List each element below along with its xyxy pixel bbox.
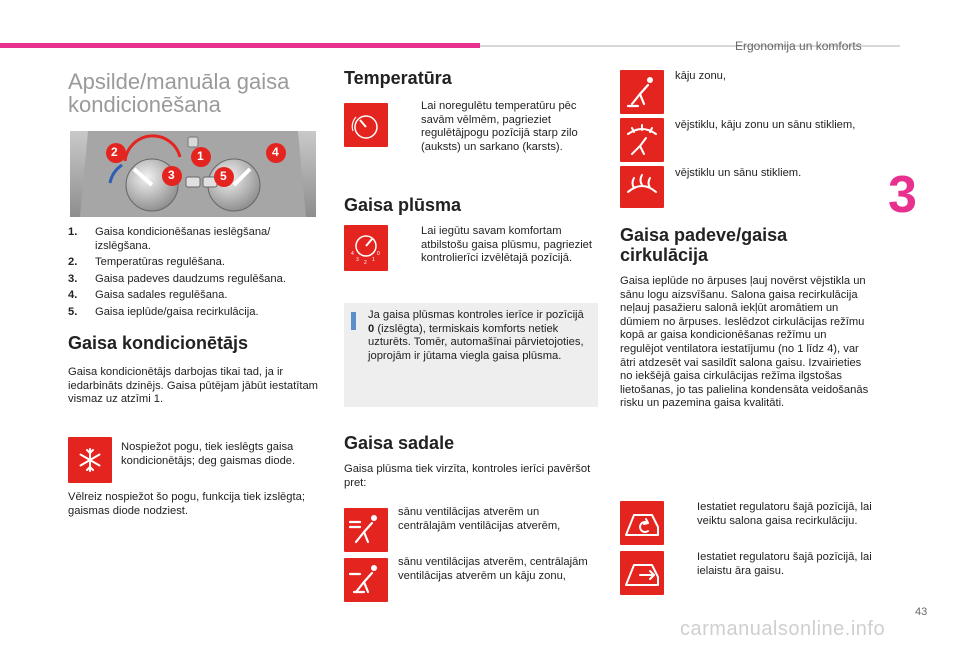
control-panel-illustration: [70, 131, 316, 217]
dial-label: 4: [351, 251, 354, 257]
dial-label: 1: [372, 257, 375, 263]
info-note: [344, 303, 598, 407]
dial-label: 3: [356, 257, 359, 263]
distribution-intro: Gaisa plūsma tiek virzīta, kontroles ierīci pavēršot pret:: [344, 463, 591, 489]
distribution-heading: Gaisa sadale: [344, 433, 455, 453]
badge-2: 2: [111, 145, 118, 159]
badge-1: 1: [197, 149, 204, 163]
recirculation-icon: [620, 501, 664, 545]
list-item: 4. Gaisa sadales regulēšana.: [68, 289, 228, 302]
snowflake-icon: [68, 437, 112, 483]
distribution-item-3: kāju zonu,: [675, 70, 726, 82]
recirculation-heading: Gaisa padeve/gaisa cirkulācija: [620, 225, 788, 265]
airflow-heading: Gaisa plūsma: [344, 195, 462, 215]
distribution-item-1: sānu ventilācijas atverēm un centrālajām ventilācijas atverēm,: [398, 506, 561, 532]
recirculation-paragraph: Gaisa ieplūde no ārpuses ļauj novērst vējstikla un sānu logu aizsvīšanu. Salona gaisa recirkulācija neļauj pasažieru salonā iekļūt aromātiem un dūmiem no ārpuses. Ieslēdzot cirkulācijas režīmu kopā ar gaisa kondicionēšanas režīmu un regulējot ventilatora iestatījumu (no 1 līdz 4), var ātri atdzesēt vai sasildīt salona gaisu. Izvairieties no iekšējā gaisa cirkulācijas režīma ilgstošas lietošanas, jo tas palielina kondensāta veidošanās risku un pazemina gaisa kvalitāti.: [620, 275, 869, 410]
list-item: 1. Gaisa kondicionēšanas ieslēgšana/ izslēgšana.: [68, 226, 271, 252]
distribution-item-4: vējstiklu, kāju zonu un sānu stikliem,: [675, 119, 856, 131]
list-item: 2. Temperatūras regulēšana.: [68, 256, 225, 269]
temperature-dial-icon: [344, 103, 388, 147]
main-title: Apsilde/manuāla gaisa kondicionēšana: [68, 69, 290, 117]
header-accent-bar: [0, 43, 480, 48]
recirculation-item-2: Iestatiet regulatoru šajā pozīcijā, lai ielaistu āra gaisu.: [697, 551, 872, 577]
fan-dial-icon: [344, 225, 388, 271]
airflow-text: Lai iegūtu savam komfortam atbilstošu gaisa plūsmu, pagrieziet kontrolierīci izvēlētajā pozīcijā.: [421, 225, 593, 265]
page-number: 43: [915, 606, 928, 618]
ac-button-text: Nospiežot pogu, tiek ieslēgts gaisa kondicionētājs; deg gaismas diode.: [121, 441, 296, 467]
defrost-feet-icon: [620, 118, 664, 162]
fresh-air-icon: [620, 551, 664, 595]
controls-list: [68, 226, 318, 323]
section-title: Ergonomija un komforts: [735, 39, 862, 53]
info-text: Ja gaisa plūsmas kontroles ierīce ir pozīcijā 0 (izslēgta), termiskais komforts netiek uzturēts. Tomēr, automašīnai pārvietojoties, joprojām ir jūtama viegla gaisa plūsma.: [368, 309, 584, 362]
vent-feet-icon: [620, 70, 664, 114]
ac-heading: Gaisa kondicionētājs: [68, 333, 249, 353]
distribution-item-2: sānu ventilācijas atverēm, centrālajām ventilācijas atverēm un kāju zonu,: [398, 556, 588, 582]
watermark: carmanualsonline.info: [680, 618, 886, 640]
dial-label: 0: [377, 251, 380, 257]
temperature-heading: Temperatūra: [344, 68, 452, 88]
dial-label: 2: [364, 260, 367, 266]
temperature-text: Lai noregulētu temperatūru pēc savām vēlmēm, pagrieziet regulētājpogu pozīcijā starp zilo (auksts) un sarkano (karsts).: [421, 100, 578, 153]
chapter-number: 3: [888, 166, 917, 224]
distribution-item-5: vējstiklu un sānu stikliem.: [675, 167, 802, 179]
recirculation-item-1: Iestatiet regulatoru šajā pozīcijā, lai veiktu salona gaisa recirkulāciju.: [697, 501, 872, 527]
list-item: 3. Gaisa padeves daudzums regulēšana.: [68, 272, 286, 285]
badge-3: 3: [168, 168, 175, 182]
ac-off-text: Vēlreiz nospiežot šo pogu, funkcija tiek izslēgta; gaismas diode nodziest.: [68, 491, 305, 517]
vent-face-icon: [344, 508, 388, 552]
vent-face-feet-icon: [344, 558, 388, 602]
info-icon: [351, 312, 356, 330]
defrost-icon: [620, 166, 664, 208]
ac-paragraph: Gaisa kondicionētājs darbojas tikai tad, ja ir iedarbināts dzinējs. Gaisa pūtējam jābūt iestatītam vismaz uz atzīmi 1.: [68, 366, 318, 406]
list-item: 5. Gaisa ieplūde/gaisa recirkulācija.: [68, 305, 259, 318]
badge-5: 5: [220, 169, 227, 183]
badge-4: 4: [272, 145, 279, 159]
